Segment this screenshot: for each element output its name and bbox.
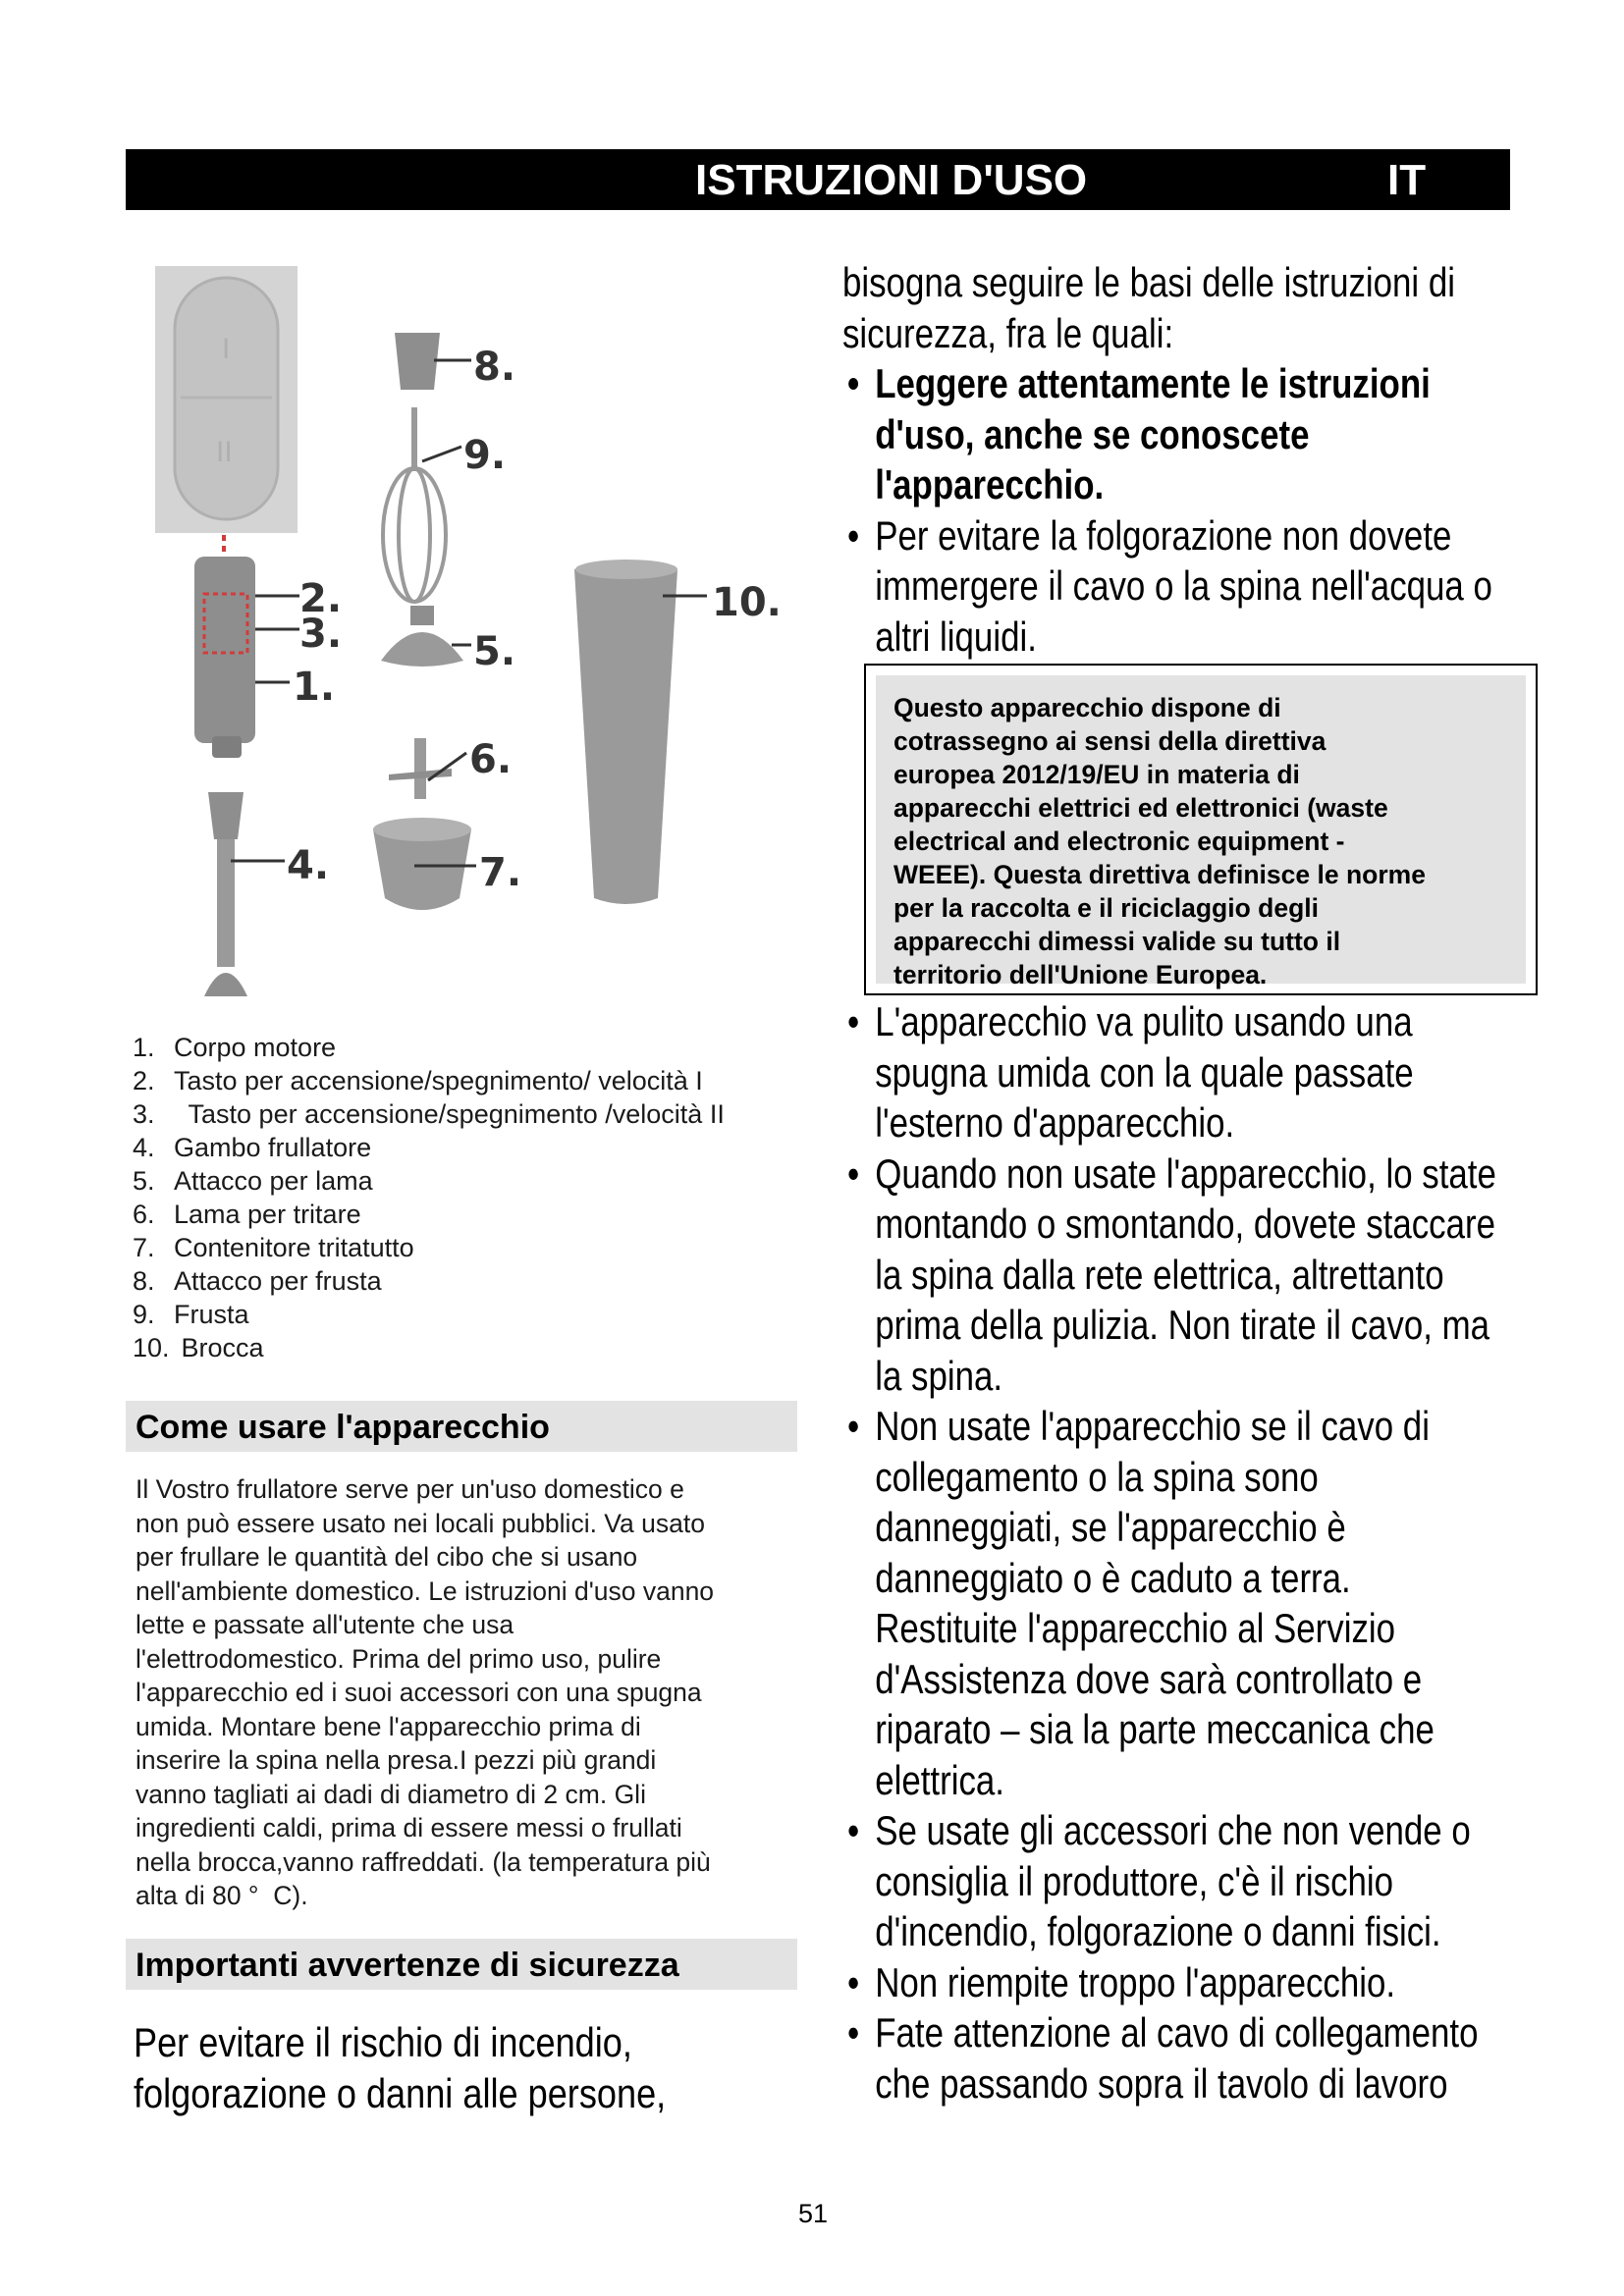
switch-label-2: II xyxy=(216,436,233,468)
product-figure xyxy=(128,250,815,1006)
whisk-adapter xyxy=(395,333,440,390)
text-line: Fate attenzione al cavo di collegamento xyxy=(875,2009,1479,2056)
callout-9: 9. xyxy=(463,433,507,478)
bullet-icon: • xyxy=(846,1403,860,1449)
section-heading-safety xyxy=(126,1939,797,1990)
bullet-icon: • xyxy=(846,1807,860,1853)
part-number: 7. xyxy=(133,1233,155,1262)
bullet-icon: • xyxy=(846,360,860,406)
part-label: Attacco per lama xyxy=(174,1166,373,1196)
parts-list-item xyxy=(133,1164,820,1198)
weee-notice-text xyxy=(893,691,1426,991)
part-number: 10. xyxy=(133,1333,170,1362)
text-line: lette e passate all'utente che usa xyxy=(135,1610,514,1639)
section-title: Come usare l'apparecchio xyxy=(135,1409,550,1446)
text-line: Non usate l'apparecchio se il cavo di xyxy=(875,1403,1430,1449)
text-line: Quando non usate l'apparecchio, lo state xyxy=(875,1149,1496,1197)
text-line: la spina. xyxy=(875,1352,1003,1399)
blade-attachment xyxy=(381,632,463,667)
text-line: ingredienti caldi, prima di essere messi o frullati xyxy=(135,1813,682,1842)
beaker-rim xyxy=(575,560,677,579)
part-label: Gambo frullatore xyxy=(174,1133,372,1162)
bullet-icon: • xyxy=(846,2009,860,2056)
text-line: riparato – sia la parte meccanica che xyxy=(875,1706,1435,1752)
chopper-bowl-rim xyxy=(373,818,471,841)
parts-list-item xyxy=(133,1231,820,1264)
blade-attachment-top xyxy=(410,606,434,625)
bullet-icon: • xyxy=(846,1958,860,2005)
text-line: per frullare le quantità del cibo che si usano xyxy=(135,1542,638,1572)
safety-bullet xyxy=(842,996,1543,1148)
shaft-rod xyxy=(217,839,235,967)
callout-10: 10. xyxy=(712,580,782,625)
text-line: danneggiati, se l'apparecchio è xyxy=(875,1504,1346,1550)
shaft-top xyxy=(208,792,244,839)
safety-bullet xyxy=(842,1148,1543,1402)
part-number: 8. xyxy=(133,1266,155,1296)
callout-6: 6. xyxy=(469,737,513,782)
text-line: l'esterno d'apparecchio. xyxy=(875,1099,1235,1146)
part-label: Tasto per accensione/spegnimento/ velocità I xyxy=(174,1066,703,1095)
text-line: altri liquidi. xyxy=(875,613,1037,660)
text-line: Non riempite troppo l'apparecchio. xyxy=(875,1958,1396,2005)
bullet-icon: • xyxy=(846,998,860,1044)
callout-4: 4. xyxy=(287,843,330,888)
text-line: l'apparecchio ed i suoi accessori con una spugna xyxy=(135,1678,702,1707)
text-line: apparecchi dimessi valide su tutto il xyxy=(893,927,1341,956)
text-line: elettrica. xyxy=(875,1756,1004,1803)
text-line: electrical and electronic equipment - xyxy=(893,827,1345,856)
header-bar xyxy=(126,149,1510,210)
motor-coupling xyxy=(212,736,242,758)
text-line: danneggiato o è caduto a terra. xyxy=(875,1554,1351,1601)
text-line: d'Assistenza dove sarà controllato e xyxy=(875,1655,1423,1702)
text-line: Questo apparecchio dispone di xyxy=(893,693,1281,722)
whisk-loops xyxy=(383,468,446,602)
text-line: Per evitare la folgorazione non dovete xyxy=(875,511,1452,559)
parts-list xyxy=(133,1031,820,1364)
callout-1: 1. xyxy=(293,665,336,710)
parts-list-item xyxy=(133,1031,820,1064)
text-line: la spina dalla rete elettrica, altrettanto xyxy=(875,1251,1444,1298)
text-line: che passando sopra il tavolo di lavoro xyxy=(875,2059,1448,2107)
bullet-icon: • xyxy=(846,1149,860,1197)
text-line: europea 2012/19/EU in materia di xyxy=(893,760,1300,789)
text-line: d'incendio, folgorazione o danni fisici. xyxy=(875,1908,1441,1954)
parts-list-item xyxy=(133,1131,820,1164)
text-line: l'apparecchio. xyxy=(875,461,1105,507)
part-label: Corpo motore xyxy=(174,1033,337,1062)
part-label: Contenitore tritatutto xyxy=(174,1233,414,1262)
text-line: d'uso, anche se conoscete xyxy=(875,410,1310,457)
bullet-icon: • xyxy=(846,511,860,559)
safety-bullet xyxy=(842,510,1543,663)
part-number: 2. xyxy=(133,1066,155,1095)
text-line: prima della pulizia. Non tirate il cavo, ma xyxy=(875,1302,1490,1348)
callout-7: 7. xyxy=(479,850,522,895)
callout-5: 5. xyxy=(473,629,516,674)
safety-bullet xyxy=(842,2007,1543,2109)
parts-list-item xyxy=(133,1097,820,1131)
callout-3: 3. xyxy=(299,612,343,657)
part-number: 6. xyxy=(133,1200,155,1229)
text-line: cotrassegno ai sensi della direttiva xyxy=(893,726,1326,756)
text-line: non può essere usato nei locali pubblici. Va usato xyxy=(135,1508,705,1538)
part-label: Brocca xyxy=(174,1333,264,1362)
right-column-top xyxy=(842,257,1543,662)
text-line: montando o smontando, dovete staccare xyxy=(875,1201,1495,1247)
part-label: Attacco per frusta xyxy=(174,1266,382,1296)
page-number: 51 xyxy=(798,2199,829,2228)
weee-notice-box xyxy=(864,664,1538,995)
part-number: 1. xyxy=(133,1033,155,1062)
text-line: inserire la spina nella presa.I pezzi più grandi xyxy=(135,1745,657,1775)
beaker xyxy=(574,564,677,904)
text-line: nell'ambiente domestico. Le istruzioni d'uso vanno xyxy=(135,1575,715,1606)
text-line: Leggere attentamente le istruzioni xyxy=(875,360,1431,406)
section-heading-use xyxy=(126,1401,797,1452)
part-number: 3. xyxy=(133,1099,155,1129)
part-label: Tasto per accensione/spegnimento /velocità II xyxy=(174,1099,725,1129)
safety-bullet xyxy=(842,1805,1543,1957)
text-line: folgorazione o danni alle persone, xyxy=(134,2070,667,2116)
parts-list-item xyxy=(133,1264,820,1298)
safety-bullet xyxy=(842,1957,1543,2008)
text-line: immergere il cavo o la spina nell'acqua o xyxy=(875,562,1492,609)
text-line: sicurezza, fra le quali: xyxy=(842,309,1174,356)
safety-intro xyxy=(134,2017,725,2119)
text-line: Se usate gli accessori che non vende o xyxy=(875,1807,1471,1853)
weee-notice-bg xyxy=(876,675,1526,989)
callout-2: 2. xyxy=(299,576,343,621)
text-line: Per evitare il rischio di incendio, xyxy=(134,2019,632,2065)
parts-list-item xyxy=(133,1064,820,1097)
text-line: consiglia il produttore, c'è il rischio xyxy=(875,1857,1394,1904)
header-title: ISTRUZIONI D'USO xyxy=(695,156,1088,204)
text-line: umida. Montare bene l'apparecchio prima di xyxy=(135,1711,641,1741)
text-line: vanno tagliati ai dadi di diametro di 2 cm. Gli xyxy=(135,1779,646,1809)
callout-8: 8. xyxy=(473,345,516,390)
callout-line-9 xyxy=(422,447,461,461)
part-label: Frusta xyxy=(174,1300,249,1329)
right-column-bottom xyxy=(842,996,1543,2109)
parts-list-item xyxy=(133,1331,820,1364)
text-line: l'elettrodomestico. Prima del primo uso, pulire xyxy=(135,1643,662,1674)
product-diagram xyxy=(128,250,815,1006)
part-number: 4. xyxy=(133,1133,155,1162)
text-line: L'apparecchio va pulito usando una xyxy=(875,998,1413,1044)
switch-label-1: I xyxy=(222,333,231,365)
text-line: apparecchi elettrici ed elettronici (waste xyxy=(893,793,1388,823)
text-line: alta di 80 ° C). xyxy=(135,1881,308,1910)
text-line: WEEE). Questa direttiva definisce le norme xyxy=(893,860,1426,889)
text-line: collegamento o la spina sono xyxy=(875,1453,1319,1500)
text-line: spugna umida con la quale passate xyxy=(875,1048,1414,1095)
text-line: per la raccolta e il riciclaggio degli xyxy=(893,893,1319,923)
text-line: bisogna seguire le basi delle istruzioni di xyxy=(842,259,1455,305)
text-line: territorio dell'Unione Europea. xyxy=(893,960,1268,989)
text-line: Restituite l'apparecchio al Servizio xyxy=(875,1605,1396,1651)
safety-bullet xyxy=(842,358,1543,510)
safety-bullet xyxy=(842,1401,1543,1805)
parts-list-item xyxy=(133,1298,820,1331)
text-line: Il Vostro frullatore serve per un'uso domestico e xyxy=(135,1474,684,1504)
chopper-blade-shaft xyxy=(414,738,426,799)
header-language-code: IT xyxy=(1387,156,1427,204)
section-title: Importanti avvertenze di sicurezza xyxy=(135,1947,679,1984)
part-number: 9. xyxy=(133,1300,155,1329)
parts-list-item xyxy=(133,1198,820,1231)
part-number: 5. xyxy=(133,1166,155,1196)
part-label: Lama per tritare xyxy=(174,1200,361,1229)
whisk-loops-inner xyxy=(399,468,430,602)
shaft-blade-guard xyxy=(204,973,247,996)
text-line: nella brocca,vanno raffreddati. (la temperatura più xyxy=(135,1846,711,1877)
use-paragraph xyxy=(135,1472,803,1913)
